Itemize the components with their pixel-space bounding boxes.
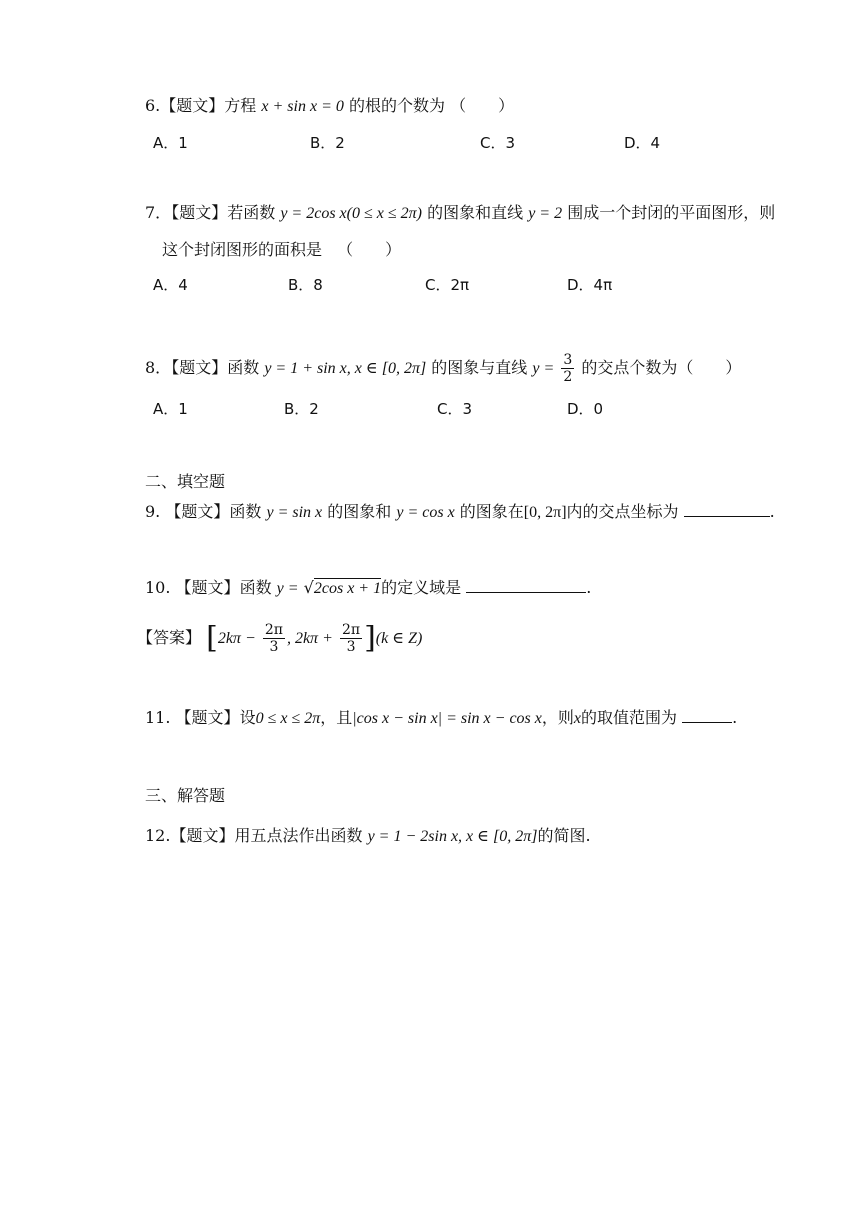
question-tag: 【题文】 [175,578,240,597]
option-d: D．0 [567,400,604,418]
option-d: D．4π [567,276,613,294]
question-tag: 【题文】 [175,708,240,727]
fraction: $\frac{3}{2}$ [563,352,573,385]
answer-blank [682,708,732,723]
equation: y = 2cos x [280,205,347,222]
question-number: 7． [145,203,172,222]
question-number: 11. [145,708,171,727]
section-heading: 三、解答题 [145,786,226,805]
option-a: A．4 [153,276,188,294]
option-b: B．2 [284,400,319,418]
answer-blank [466,578,586,593]
option-a: A．1 [153,134,188,152]
question-number: 12. [145,826,171,845]
question-number: 6. [145,96,161,115]
question-10: 10. 【题文】函数 y = √2cos x + 1的定义域是 . [145,578,592,597]
option-d: D．4 [624,134,661,152]
question-8: 8．【题文】函数 y = 1 + sin x, x ∈ [0, 2π] 的图象与直线 y = $\frac{3}{2}$ 的交点个数为（ ） [145,352,742,385]
option-c: C．3 [437,400,473,418]
question-number: 8． [145,358,172,377]
question-12: 12.【题文】用五点法作出函数 y = 1 − 2sin x, x ∈ [0, 2π]的简图. [145,826,591,845]
answer-10: 【答案】 [2kπ − $\frac{2\pi}{3}$ , 2kπ + $\frac{2\pi}{3}$ ](k ∈ Z) [137,620,423,656]
answer-paren: （ ） [337,240,402,259]
question-number: 10. [145,578,171,597]
equation: x + sin x = 0 [261,98,344,115]
option-b: B．8 [288,276,323,294]
equation: y = 1 + sin x, x ∈ [0, 2π] [264,360,427,377]
equation: y = 1 − 2sin x, x ∈ [0, 2π] [367,828,538,845]
question-tag: 【题文】 [160,96,225,115]
question-7: 7．【题文】若函数 y = 2cos x(0 ≤ x ≤ 2π) 的图象和直线 y = 2 围成一个封闭的平面图形，则 [145,203,776,222]
question-tag: 【题文】 [171,358,228,377]
answer-tag: 【答案】 [137,628,202,647]
question-11: 11. 【题文】设0 ≤ x ≤ 2π，且|cos x − sin x| = sin x − cos x，则x的取值范围为 . [145,708,738,727]
sqrt-expression: 2cos x + 1 [313,580,382,597]
answer-blank [684,502,770,517]
question-number: 9. [145,502,161,521]
question-6: 6.【题文】方程 x + sin x = 0 的根的个数为 （ ） [145,96,515,115]
option-b: B．2 [310,134,345,152]
answer-paren: （ ） [450,96,515,115]
option-a: A．1 [153,400,188,418]
question-9: 9. 【题文】函数 y = sin x 的图象和 y = cos x 的图象在[0, 2π]内的交点坐标为 . [145,502,775,521]
question-tag: 【题文】 [171,203,228,222]
question-tag: 【题文】 [170,826,235,845]
section-heading: 二、填空题 [145,472,226,491]
question-tag: 【题文】 [165,502,230,521]
option-c: C．2π [425,276,470,294]
option-c: C．3 [480,134,516,152]
question-7-line2: 这个封闭图形的面积是 （ ） [162,240,402,259]
